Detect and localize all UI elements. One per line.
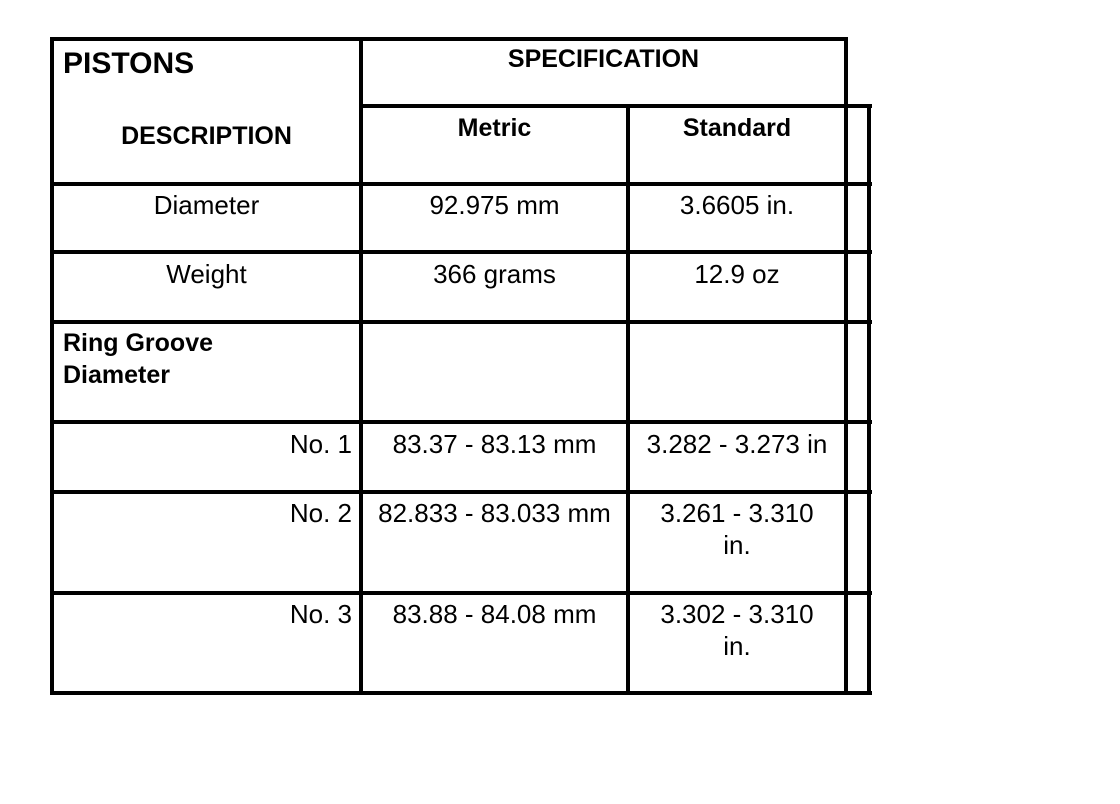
row-metric-value: 92.975 mm — [429, 190, 560, 220]
row-divider — [50, 420, 872, 424]
row-description: Ring Groove Diameter — [63, 329, 214, 389]
row-standard-value: 12.9 oz — [694, 259, 780, 289]
row-divider — [50, 591, 872, 595]
specification-header: SPECIFICATION — [507, 45, 700, 73]
row-divider — [50, 490, 872, 494]
row-standard-value: 3.261 - 3.310 in. — [660, 498, 814, 560]
description-header: DESCRIPTION — [121, 122, 292, 150]
row-description: Weight — [166, 259, 247, 289]
row-metric-value: 366 grams — [433, 259, 556, 289]
row-standard-value: 3.6605 in. — [679, 190, 795, 220]
row-description: No. 3 — [289, 599, 352, 629]
row-divider — [50, 250, 872, 254]
row-description: No. 1 — [289, 429, 352, 459]
row-standard-value: 3.282 - 3.273 in — [646, 429, 828, 459]
spec-header-divider — [360, 104, 872, 108]
table-title: PISTONS — [63, 47, 195, 80]
column-divider — [844, 37, 848, 695]
row-description: Diameter — [153, 190, 260, 220]
table-top-border — [50, 37, 848, 41]
metric-header: Metric — [457, 114, 532, 142]
row-divider — [50, 182, 872, 186]
standard-header: Standard — [682, 114, 792, 142]
row-description: No. 2 — [289, 498, 352, 528]
row-standard-value: 3.302 - 3.310 in. — [660, 599, 814, 661]
row-metric-value: 82.833 - 83.033 mm — [378, 498, 611, 528]
table-bottom-border — [50, 691, 872, 695]
table-right-border — [867, 104, 871, 695]
row-metric-value: 83.88 - 84.08 mm — [392, 599, 597, 629]
row-metric-value: 83.37 - 83.13 mm — [392, 429, 597, 459]
row-divider — [50, 320, 872, 324]
